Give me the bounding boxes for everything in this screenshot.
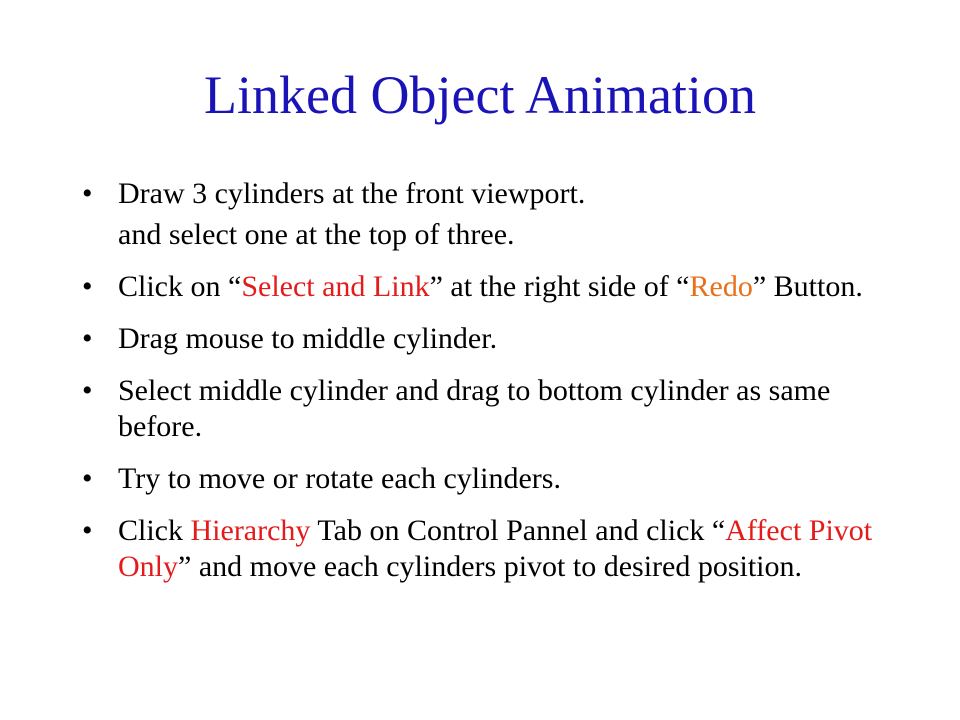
text-segment: ” Button. <box>752 270 863 303</box>
bullet-text: Draw 3 cylinders at the front viewport. <box>118 177 586 210</box>
bullet-icon: • <box>82 374 93 407</box>
text-segment: ” and move each cylinders pivot to desired position. <box>178 550 803 583</box>
bullet-text: and select one at the top of three. <box>118 218 515 251</box>
bullet-item-draw-cylinders <box>82 176 882 212</box>
text-segment: Click <box>118 514 191 547</box>
bullet-icon: • <box>82 177 93 210</box>
bullet-continuation-select-top <box>82 217 882 253</box>
bullet-text: Drag mouse to middle cylinder. <box>118 322 498 355</box>
bullet-text <box>118 514 872 583</box>
slide-title: Linked Object Animation <box>204 65 756 125</box>
highlight-affect-pivot-only: Affect Pivot Only <box>118 514 873 583</box>
bullet-list <box>82 176 882 601</box>
highlight-hierarchy: Hierarchy <box>190 514 311 547</box>
bullet-item-select-and-link <box>82 269 882 305</box>
text-segment: Click on “ <box>118 270 242 303</box>
bullet-icon: • <box>82 514 93 547</box>
bullet-item-drag-mouse <box>82 321 882 357</box>
bullet-item-move-rotate <box>82 461 882 497</box>
text-segment: Tab on Control Pannel and click “ <box>310 514 726 547</box>
bullet-icon: • <box>82 322 93 355</box>
bullet-icon: • <box>82 462 93 495</box>
highlight-redo: Redo <box>689 270 753 303</box>
bullet-text <box>118 270 863 303</box>
highlight-select-and-link: Select and Link <box>241 270 430 303</box>
bullet-icon: • <box>82 270 93 303</box>
text-segment: ” at the right side of “ <box>429 270 690 303</box>
bullet-item-hierarchy-tab <box>82 513 882 585</box>
bullet-item-select-middle <box>82 373 882 445</box>
bullet-text: Try to move or rotate each cylinders. <box>118 462 561 495</box>
bullet-text: Select middle cylinder and drag to bottom cylinder as same before. <box>118 374 831 443</box>
